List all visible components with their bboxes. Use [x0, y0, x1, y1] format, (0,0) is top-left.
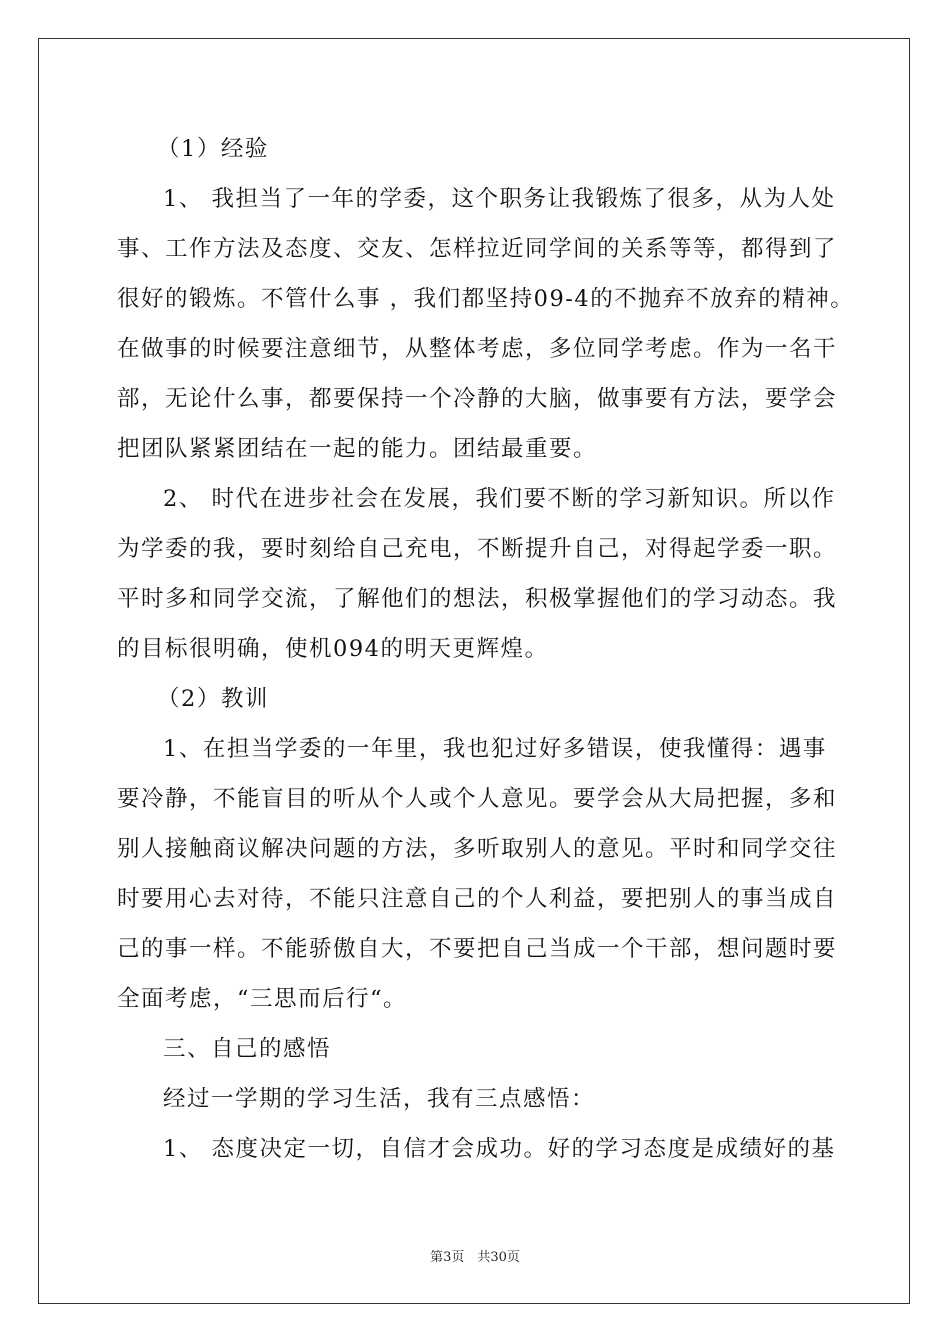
- heading-experience: （1）经验: [157, 136, 269, 162]
- paragraph-line: 要冷静，不能盲目的听从个人或个人意见。要学会从大局把握，多和: [117, 786, 838, 812]
- paragraph-line: 1、 态度决定一切，自信才会成功。好的学习态度是成绩好的基: [163, 1136, 836, 1162]
- page-number: 第3页 共30页: [430, 1250, 520, 1265]
- paragraph-line: 在做事的时候要注意细节，从整体考虑，多位同学考虑。作为一名干: [117, 336, 838, 362]
- paragraph-line: 很好的锻炼。不管什么事 ，我们都坚持09-4的不抛弃不放弃的精神。: [117, 286, 855, 312]
- paragraph-line: 别人接触商议解决问题的方法，多听取别人的意见。平时和同学交往: [117, 836, 838, 862]
- paragraph-line: 1、在担当学委的一年里，我也犯过好多错误，使我懂得：遇事: [163, 736, 827, 762]
- paragraph-line: 为学委的我，要时刻给自己充电，不断提升自己，对得起学委一职。: [117, 536, 838, 562]
- heading-lessons: （2）教训: [157, 686, 269, 712]
- document-body: [117, 124, 855, 1174]
- paragraph-line: 事、工作方法及态度、交友、怎样拉近同学间的关系等等，都得到了: [117, 236, 838, 262]
- paragraph-line: 己的事一样。不能骄傲自大，不要把自己当成一个干部，想问题时要: [117, 936, 838, 962]
- paragraph-line: 部，无论什么事，都要保持一个冷静的大脑，做事要有方法，要学会: [117, 386, 838, 412]
- paragraph-line: 把团队紧紧团结在一起的能力。团结最重要。: [117, 436, 598, 462]
- paragraph-line: 的目标很明确，使机094的明天更辉煌。: [117, 636, 549, 662]
- paragraph-line: 1、 我担当了一年的学委，这个职务让我锻炼了很多，从为人处: [163, 186, 836, 212]
- paragraph-line: 时要用心去对待，不能只注意自己的个人利益，要把别人的事当成自: [117, 886, 838, 912]
- paragraph-line: 全面考虑，“三思而后行“。: [117, 986, 408, 1012]
- paragraph-line: 经过一学期的学习生活，我有三点感悟：: [163, 1086, 596, 1112]
- heading-reflections: 三、自己的感悟: [163, 1036, 332, 1062]
- paragraph-line: 平时多和同学交流，了解他们的想法，积极掌握他们的学习动态。我: [117, 586, 838, 612]
- paragraph-line: 2、 时代在进步社会在发展，我们要不断的学习新知识。所以作: [163, 486, 836, 512]
